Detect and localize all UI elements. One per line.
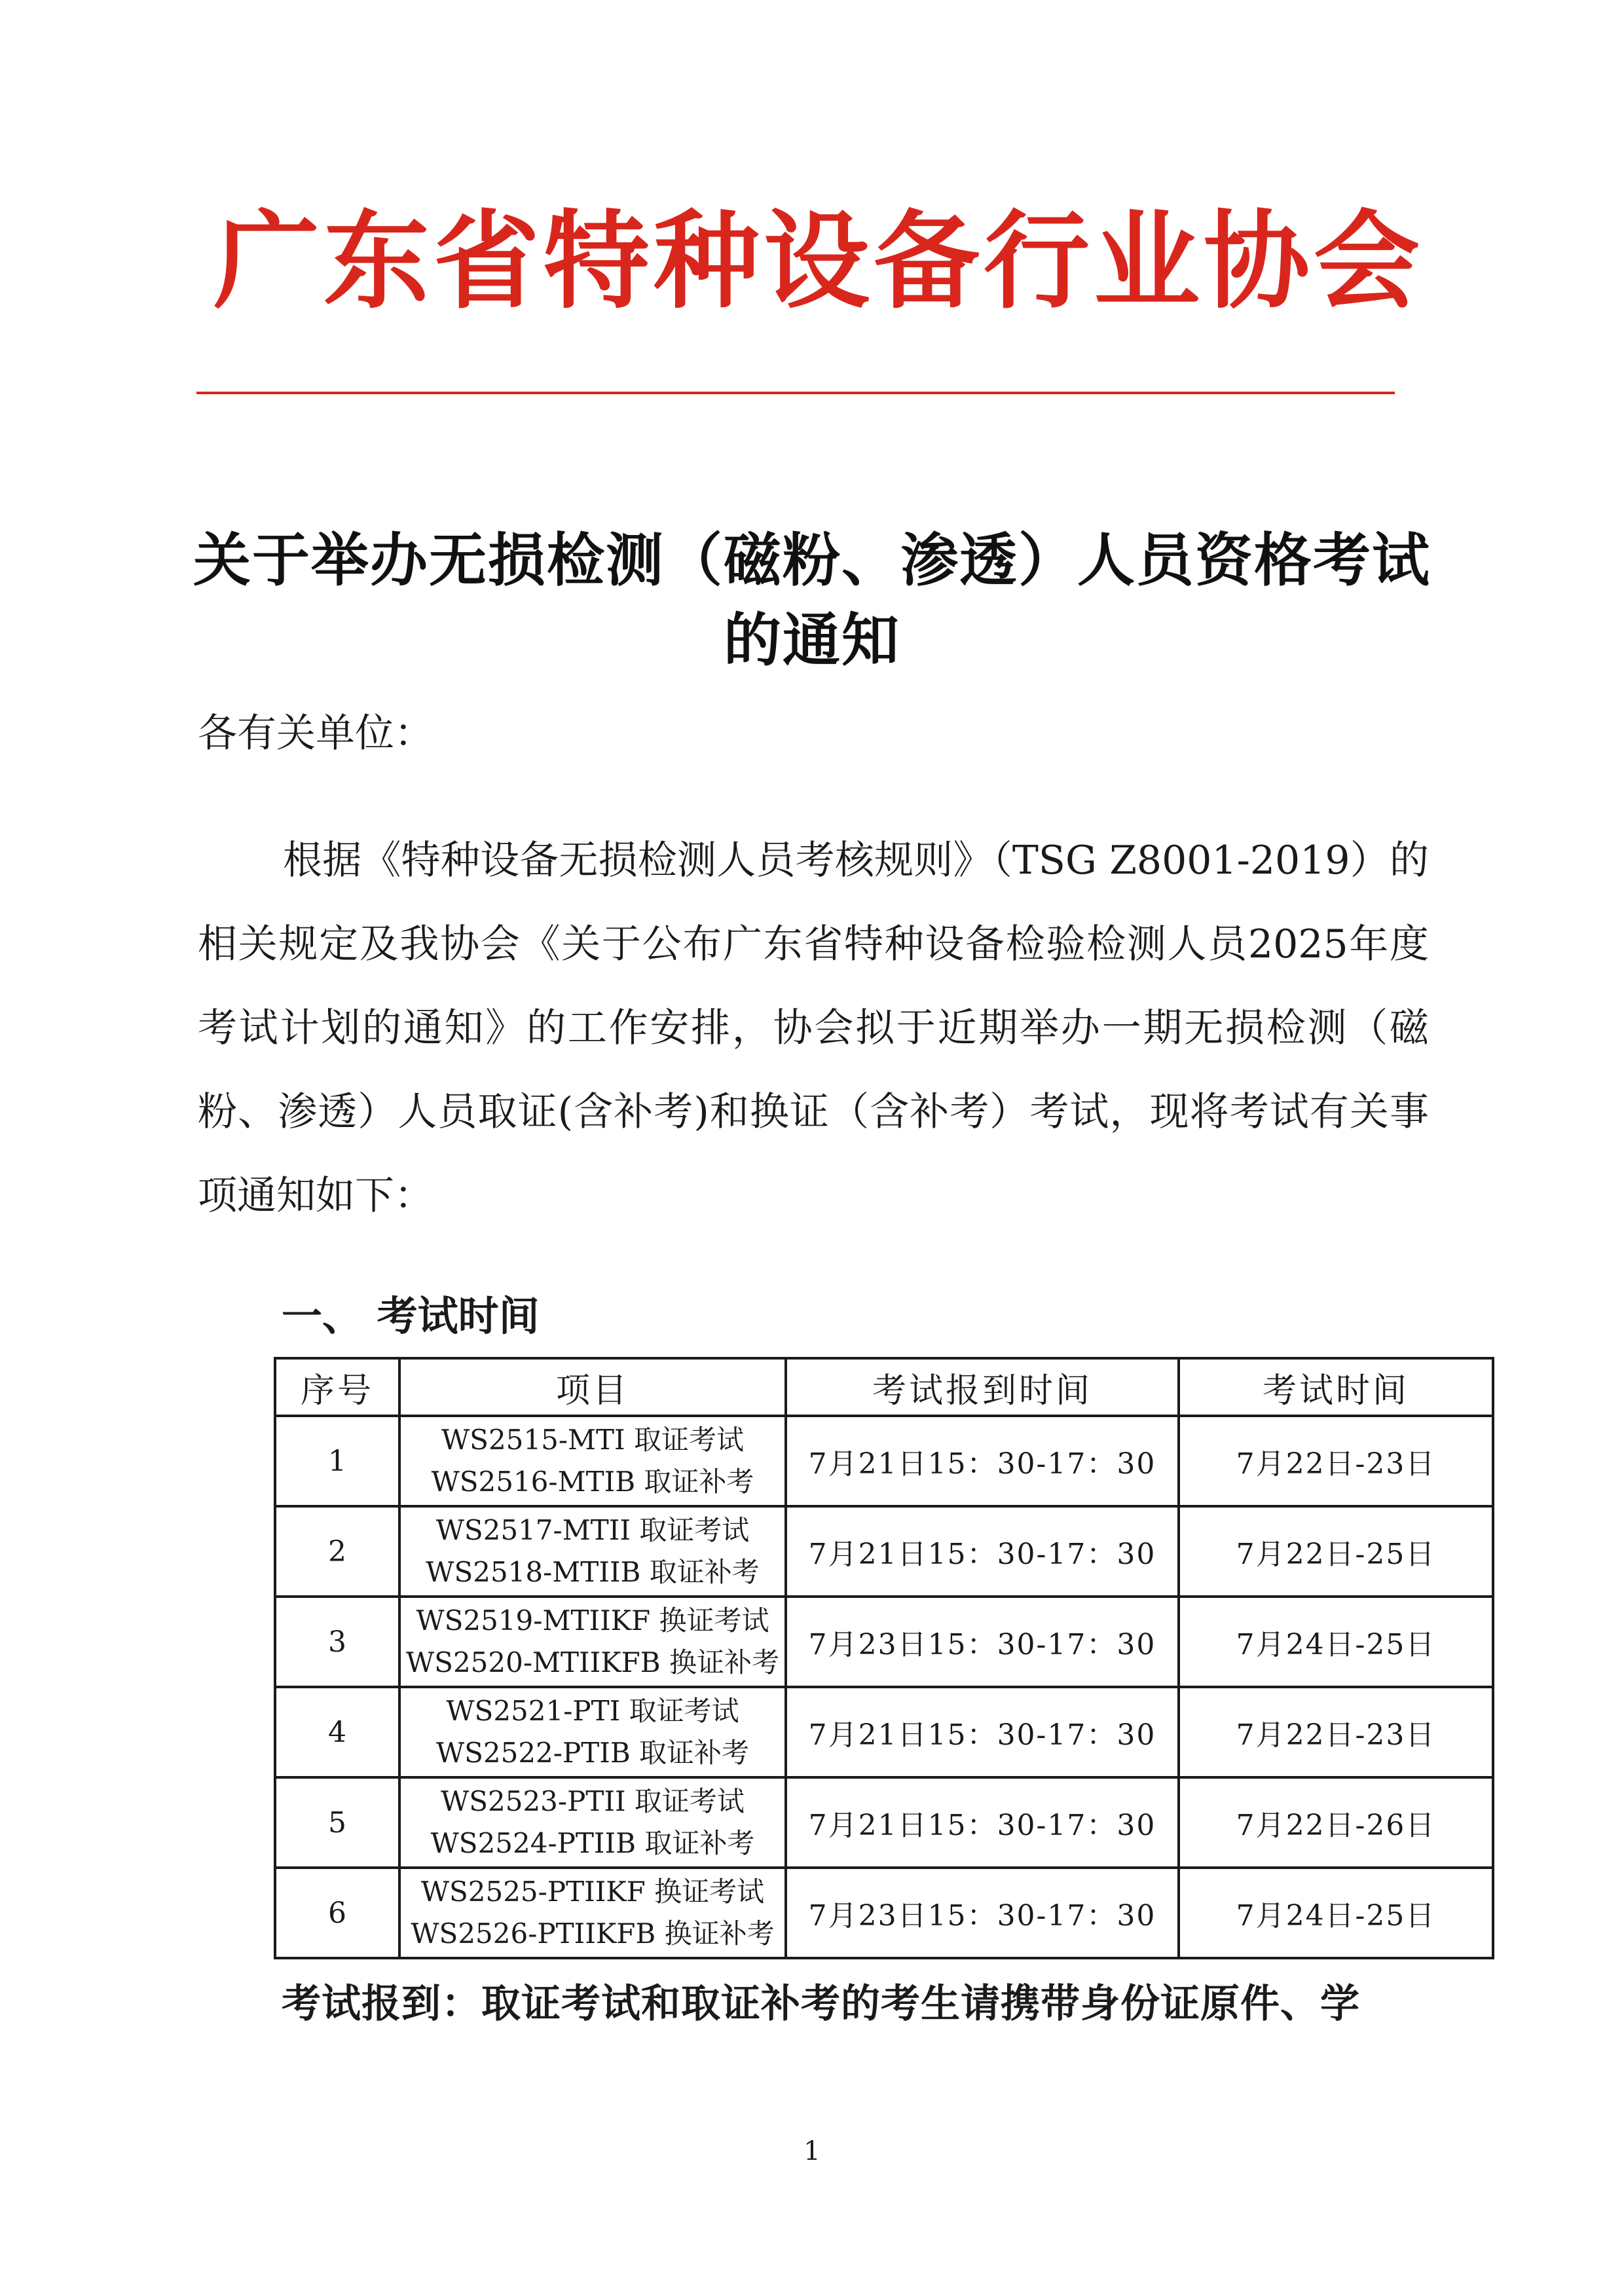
- header-item: 项目: [399, 1358, 786, 1416]
- row-item-line2: WS2518-MTIIB 取证补考: [426, 1556, 760, 1588]
- table-row: [275, 1416, 1493, 1506]
- salutation: 各有关单位：: [198, 711, 434, 756]
- letterhead-organization: 广东省特种设备行业协会: [213, 200, 1424, 324]
- table-header-row: [275, 1358, 1493, 1416]
- row-item-line1: WS2515-MTI 取证考试: [441, 1424, 744, 1456]
- row-item-line1: WS2523-PTII 取证考试: [441, 1785, 745, 1817]
- exam-schedule-table: [274, 1357, 1494, 1959]
- row-checkin: 7月21日15：30-17：30: [786, 1506, 1179, 1597]
- row-item-line2: WS2520-MTIIKFB 换证补考: [406, 1646, 779, 1678]
- row-index: 4: [275, 1687, 399, 1777]
- row-item: [399, 1868, 786, 1958]
- row-checkin: 7月21日15：30-17：30: [786, 1777, 1179, 1868]
- row-checkin: 7月23日15：30-17：30: [786, 1597, 1179, 1687]
- row-item-line2: WS2526-PTIIKFB 换证补考: [411, 1917, 775, 1950]
- row-checkin: 7月23日15：30-17：30: [786, 1868, 1179, 1958]
- row-item-line1: WS2517-MTII 取证考试: [435, 1514, 750, 1546]
- row-exam-time: 7月24日-25日: [1179, 1868, 1493, 1958]
- checkin-note: 考试报到：取证考试和取证补考的考生请携带身份证原件、学: [282, 1981, 1360, 2027]
- row-item-line1: WS2521-PTI 取证考试: [446, 1695, 739, 1727]
- header-checkin: 考试报到时间: [786, 1358, 1179, 1416]
- document-title: 关于举办无损检测（磁粉、渗透）人员资格考试的通知: [193, 527, 1431, 674]
- table-row: [275, 1868, 1493, 1958]
- row-exam-time: 7月22日-23日: [1179, 1416, 1493, 1506]
- row-checkin: 7月21日15：30-17：30: [786, 1416, 1179, 1506]
- row-index: 3: [275, 1597, 399, 1687]
- row-item-line2: WS2522-PTIB 取证补考: [435, 1737, 750, 1769]
- table-row: [275, 1597, 1493, 1687]
- row-item: [399, 1506, 786, 1597]
- row-exam-time: 7月24日-25日: [1179, 1597, 1493, 1687]
- row-item-line1: WS2525-PTIIKF 换证考试: [420, 1876, 765, 1908]
- row-item-line2: WS2516-MTIB 取证补考: [431, 1466, 754, 1498]
- row-index: 6: [275, 1868, 399, 1958]
- letterhead-divider: [196, 392, 1395, 394]
- row-item: [399, 1597, 786, 1687]
- header-exam-time: 考试时间: [1179, 1358, 1493, 1416]
- row-exam-time: 7月22日-23日: [1179, 1687, 1493, 1777]
- row-item: [399, 1777, 786, 1868]
- row-index: 2: [275, 1506, 399, 1597]
- row-item: [399, 1416, 786, 1506]
- table-row: [275, 1777, 1493, 1868]
- row-checkin: 7月21日15：30-17：30: [786, 1687, 1179, 1777]
- intro-paragraph: 根据《特种设备无损检测人员考核规则》（TSG Z8001-2019）的相关规定及我协会《关于公布广东省特种设备检验检测人员2025年度考试计划的通知》的工作安排，协会拟于近期举办一期无损检测（磁粉、渗透）人员取证(含补考)和换证（含补考）考试，现将考试有关事项通知如下：: [198, 838, 1429, 1219]
- section-heading-exam-time: 一、 考试时间: [282, 1292, 540, 1340]
- page-number: 1: [803, 2136, 821, 2166]
- row-item: [399, 1687, 786, 1777]
- row-index: 1: [275, 1416, 399, 1506]
- table-row: [275, 1506, 1493, 1597]
- row-index: 5: [275, 1777, 399, 1868]
- table-row: [275, 1687, 1493, 1777]
- row-item-line2: WS2524-PTIIB 取证补考: [430, 1827, 755, 1859]
- header-index: 序号: [275, 1358, 399, 1416]
- row-exam-time: 7月22日-25日: [1179, 1506, 1493, 1597]
- row-item-line1: WS2519-MTIIKF 换证考试: [416, 1604, 769, 1637]
- row-exam-time: 7月22日-26日: [1179, 1777, 1493, 1868]
